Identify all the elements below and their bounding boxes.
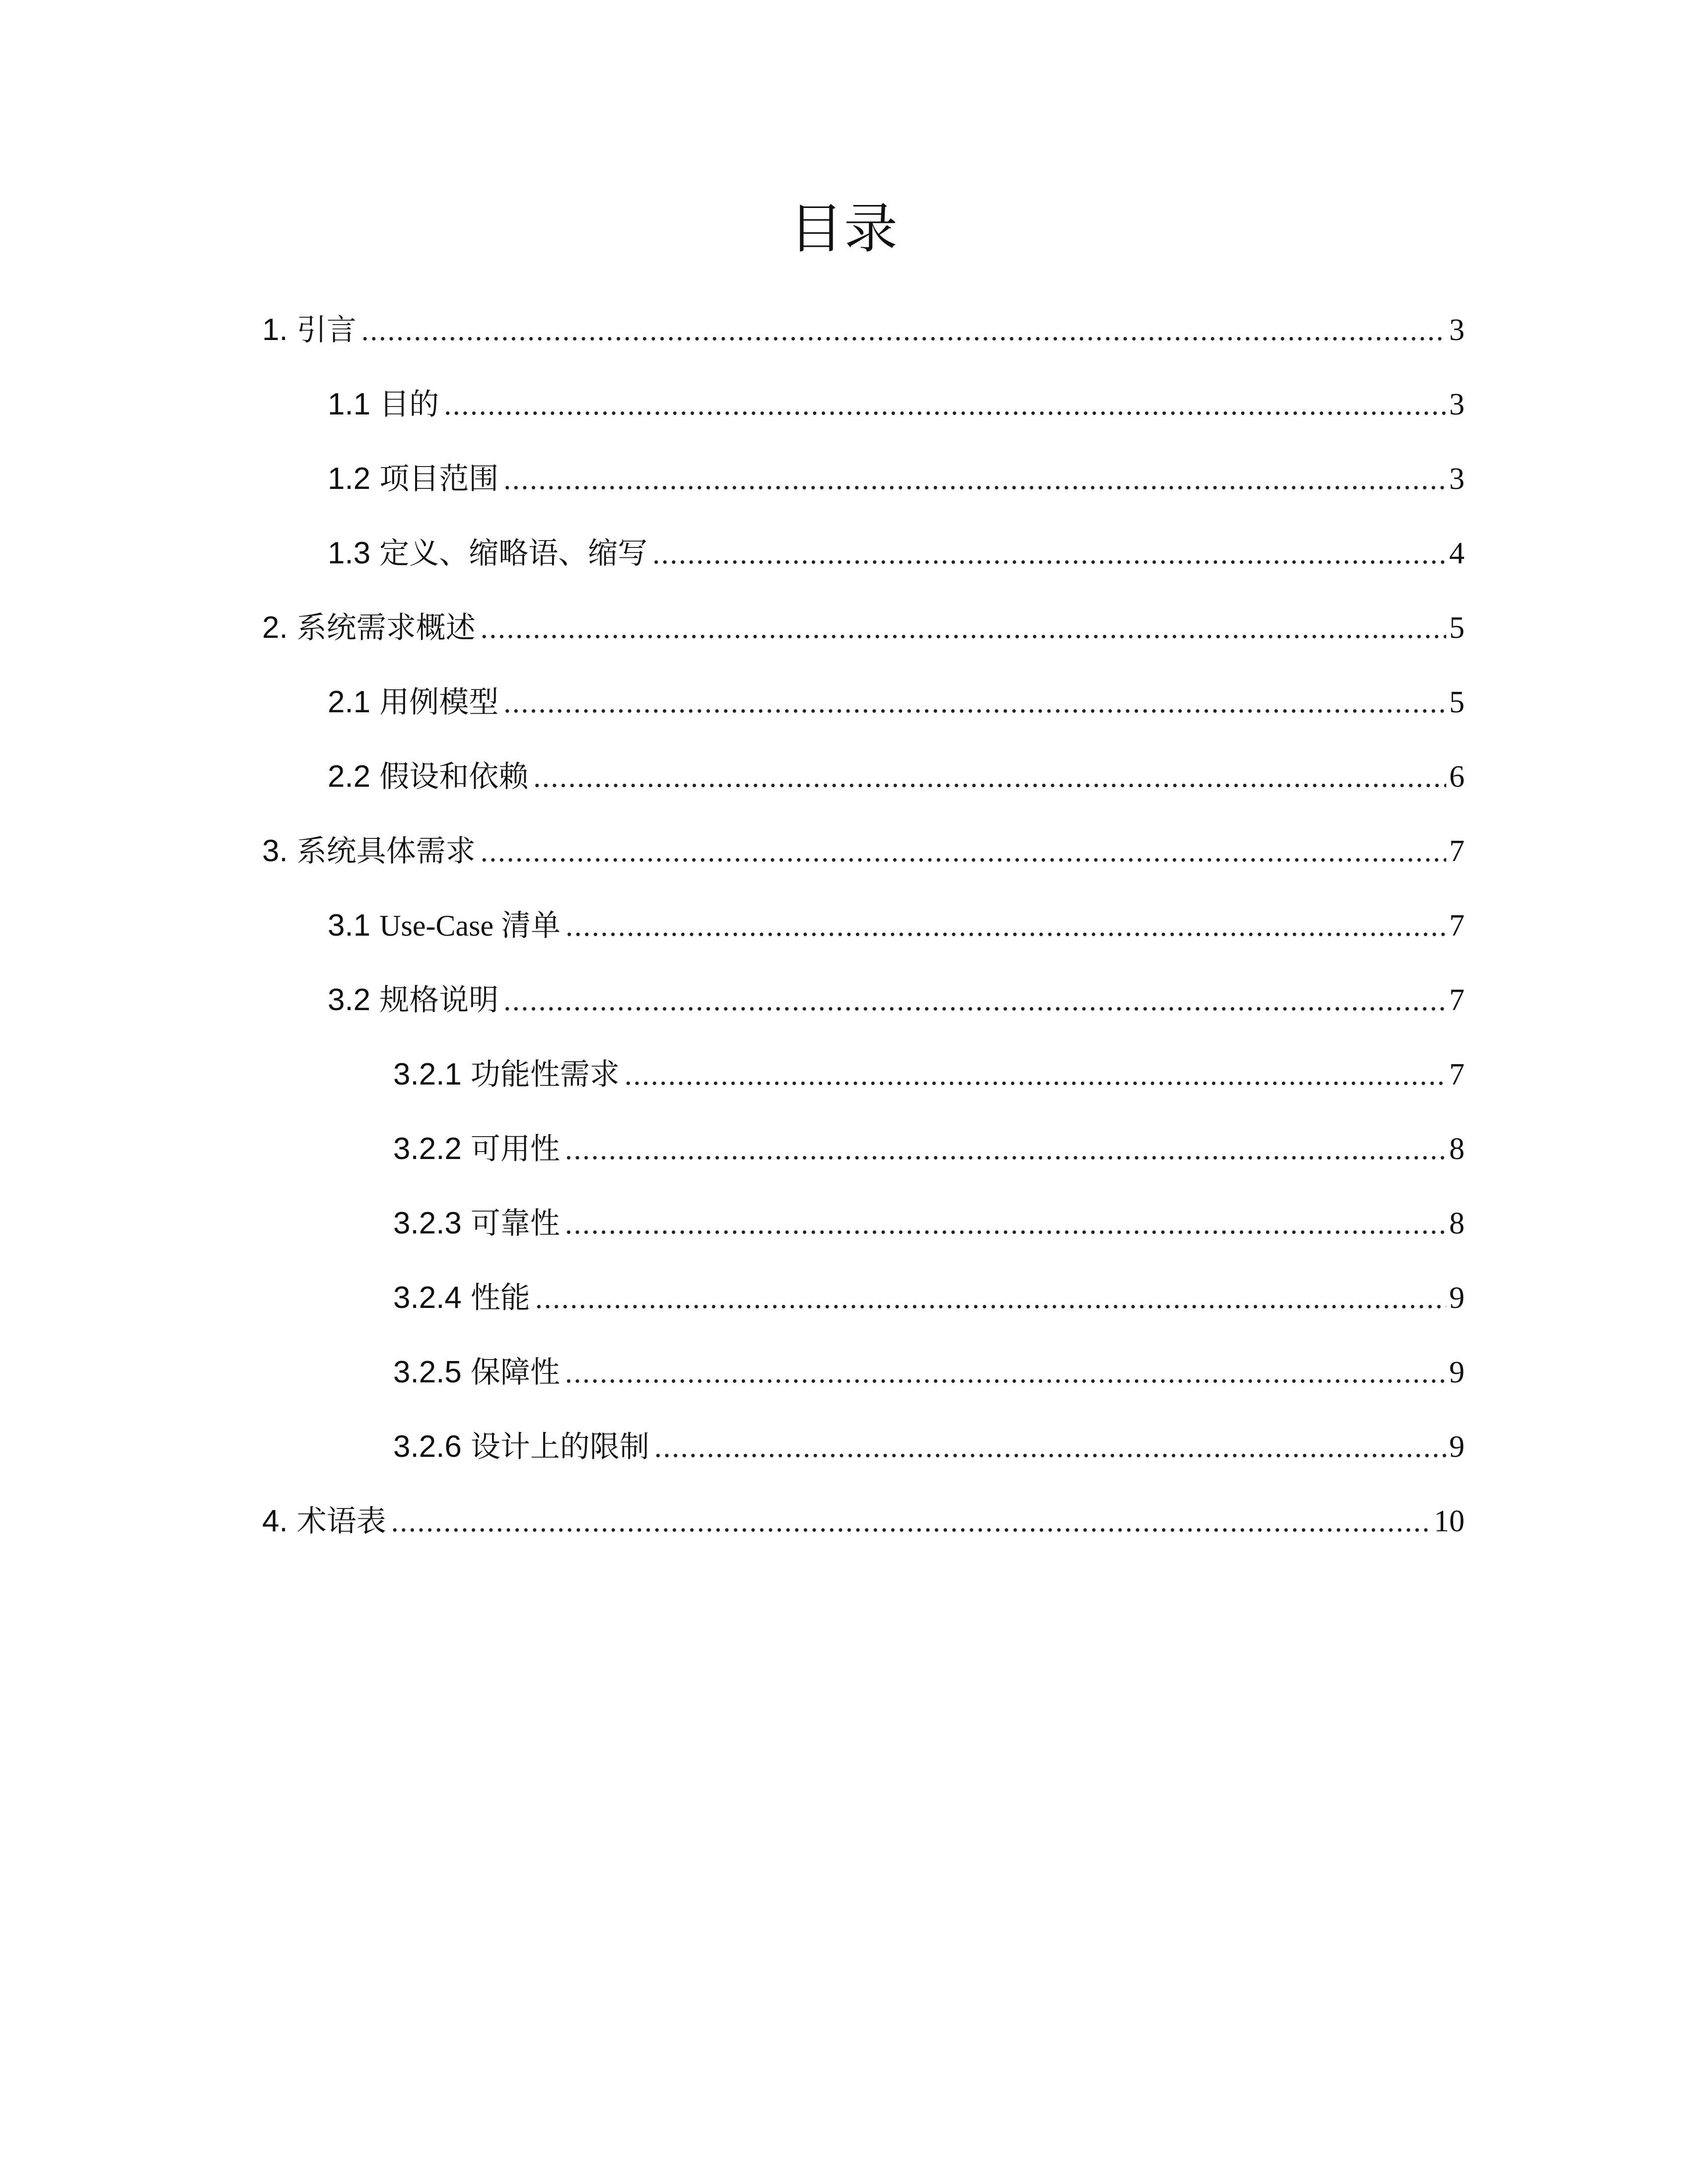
toc-entry-number: 1.2	[328, 462, 371, 496]
dot-leader	[391, 1499, 1431, 1544]
toc-entry-number: 3.1	[328, 908, 371, 943]
toc-entry-3[interactable]	[262, 829, 1465, 874]
toc-entry-2-2[interactable]	[328, 754, 1465, 799]
toc-entry-3-2-3[interactable]	[393, 1201, 1465, 1246]
toc-entry-number: 1.1	[328, 387, 371, 421]
toc-entry-1-1[interactable]	[328, 382, 1465, 427]
toc-entry-title: 目的	[379, 387, 439, 422]
toc-entry-page: 5	[1449, 611, 1465, 645]
toc-entry-page: 7	[1449, 1058, 1465, 1092]
toc-entry-number: 1.3	[328, 536, 371, 570]
toc-entry-number: 3.2.2	[393, 1132, 462, 1166]
toc-entry-number: 3.2	[328, 983, 371, 1017]
toc-entry-3-1[interactable]	[328, 903, 1465, 948]
toc-entry-page: 8	[1449, 1207, 1465, 1240]
toc-entry-title: 功能性需求	[470, 1057, 620, 1092]
toc-entry-page: 3	[1449, 462, 1465, 496]
dot-leader	[565, 1201, 1446, 1246]
toc-entry-1-3[interactable]	[328, 531, 1465, 576]
toc-entry-1[interactable]	[262, 308, 1465, 352]
toc-entry-title: 术语表	[296, 1504, 386, 1539]
toc-entry-title: 系统需求概述	[296, 611, 476, 645]
dot-leader	[533, 754, 1446, 799]
toc-entry-page: 3	[1449, 388, 1465, 421]
toc-entry-number: 3.2.5	[393, 1355, 462, 1389]
toc-entry-number: 2.	[262, 611, 288, 645]
toc-entry-page: 7	[1449, 834, 1465, 868]
toc-entry-title: 假设和依赖	[379, 759, 529, 794]
dot-leader	[535, 1276, 1446, 1320]
toc-entry-3-2-4[interactable]	[393, 1276, 1465, 1320]
dot-leader	[481, 606, 1446, 650]
dot-leader	[565, 1350, 1446, 1395]
toc-entry-number: 1.	[262, 313, 288, 347]
dot-leader	[361, 308, 1446, 352]
toc-entry-number: 3.2.4	[393, 1281, 462, 1315]
toc-entry-number: 3.	[262, 834, 288, 868]
toc-entry-title: 规格说明	[379, 983, 499, 1018]
toc-entry-page: 9	[1449, 1356, 1465, 1389]
toc-entry-title: 可用性	[470, 1132, 560, 1166]
toc-entry-page: 9	[1449, 1281, 1465, 1315]
toc-entry-title: 可靠性	[470, 1206, 560, 1241]
toc-entry-3-2-1[interactable]	[393, 1052, 1465, 1097]
toc-entry-4[interactable]	[262, 1499, 1465, 1544]
dot-leader	[654, 1425, 1446, 1469]
toc-entry-page: 7	[1449, 909, 1465, 943]
toc-entry-title: 用例模型	[379, 685, 499, 720]
dot-leader	[481, 829, 1446, 874]
toc-entry-page: 5	[1449, 685, 1465, 719]
toc-entry-title: 项目范围	[379, 462, 499, 496]
toc-entry-3-2-2[interactable]	[393, 1127, 1465, 1171]
dot-leader	[503, 680, 1446, 725]
toc-entry-title: 定义、缩略语、缩写	[379, 536, 648, 571]
toc-entry-number: 3.2.1	[393, 1057, 462, 1092]
dot-leader	[503, 457, 1446, 501]
dot-leader	[652, 531, 1446, 576]
toc-entry-number: 4.	[262, 1504, 288, 1538]
dot-leader	[444, 382, 1446, 427]
toc-entry-title: 保障性	[470, 1355, 560, 1390]
toc-entry-page: 3	[1449, 313, 1465, 347]
toc-entry-page: 6	[1449, 760, 1465, 794]
toc-entry-page: 10	[1434, 1504, 1465, 1538]
toc-entry-2[interactable]	[262, 606, 1465, 650]
toc-entry-number: 2.2	[328, 759, 371, 794]
toc-entry-3-2-6[interactable]	[393, 1425, 1465, 1469]
toc-entry-3-2[interactable]	[328, 978, 1465, 1023]
toc-entry-title: Use-Case 清单	[379, 909, 561, 942]
toc-entry-title: 设计上的限制	[470, 1430, 649, 1464]
toc-entry-title: 性能	[470, 1281, 530, 1315]
toc-entry-page: 7	[1449, 983, 1465, 1017]
dot-leader	[503, 978, 1446, 1023]
toc-entry-3-2-5[interactable]	[393, 1350, 1465, 1395]
toc-entry-page: 4	[1449, 537, 1465, 570]
toc-title: 目录	[789, 198, 899, 260]
dot-leader	[565, 903, 1446, 948]
toc-entry-title: 引言	[296, 313, 356, 347]
toc-entry-number: 3.2.6	[393, 1430, 462, 1464]
toc-entry-page: 9	[1449, 1430, 1465, 1464]
dot-leader	[625, 1052, 1446, 1097]
toc-entry-title: 系统具体需求	[296, 834, 476, 869]
toc-entry-2-1[interactable]	[328, 680, 1465, 725]
toc-entry-page: 8	[1449, 1132, 1465, 1166]
toc-entry-1-2[interactable]	[328, 457, 1465, 501]
dot-leader	[565, 1127, 1446, 1171]
toc-entry-number: 3.2.3	[393, 1206, 462, 1240]
toc-entry-number: 2.1	[328, 685, 371, 719]
